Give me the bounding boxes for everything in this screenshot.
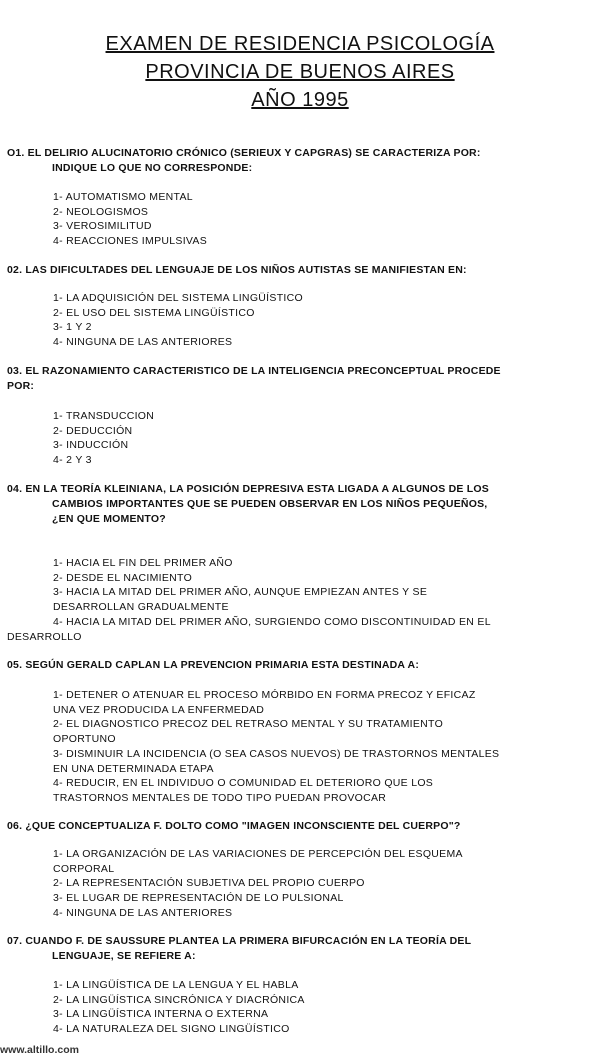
option: 2- DESDE EL NACIMIENTO — [53, 571, 193, 584]
option: 4- REDUCIR, EN EL INDIVIDUO O COMUNIDAD EL DETERIORO QUE LOS — [53, 777, 434, 790]
question-title-line: INDIQUE LO QUE NO CORRESPONDE: — [52, 162, 253, 174]
exam-province: PROVINCIA DE BUENOS AIRES — [145, 61, 455, 83]
question-5-title — [7, 658, 419, 673]
option: 4- REACCIONES IMPULSIVAS — [53, 235, 208, 248]
question-title-line: 04. EN LA TEORÍA KLEINIANA, LA POSICIÓN DEPRESIVA ESTA LIGADA A ALGUNOS DE LOS — [7, 483, 489, 495]
option: 4- NINGUNA DE LAS ANTERIORES — [53, 336, 233, 349]
option: 2- NEOLOGISMOS — [53, 205, 149, 218]
question-6-title — [7, 819, 461, 834]
option: 4- HACIA LA MITAD DEL PRIMER AÑO, SURGIENDO COMO DISCONTINUIDAD EN EL — [53, 615, 491, 628]
option: 2- EL DIAGNOSTICO PRECOZ DEL RETRASO MENTAL Y SU TRATAMIENTO — [53, 718, 444, 731]
question-7-title — [7, 934, 471, 964]
question-title-line: 06. ¿QUE CONCEPTUALIZA F. DOLTO COMO "IMAGEN INCONSCIENTE DEL CUERPO"? — [7, 820, 461, 832]
option: EN UNA DETERMINADA ETAPA — [53, 762, 214, 775]
question-7-options — [53, 978, 305, 1037]
option: 2- LA REPRESENTACIÓN SUBJETIVA DEL PROPIO CUERPO — [53, 877, 365, 890]
option: TRASTORNOS MENTALES DE TODO TIPO PUEDAN PROVOCAR — [53, 791, 387, 804]
option: DESARROLLO — [7, 630, 82, 643]
exam-year: AÑO 1995 — [251, 89, 349, 111]
option: 4- 2 Y 3 — [53, 454, 92, 467]
question-1-title — [7, 146, 481, 176]
question-2-options — [53, 291, 303, 350]
option: 4- NINGUNA DE LAS ANTERIORES — [53, 906, 233, 919]
option: 2- LA LINGÜÍSTICA SINCRÓNICA Y DIACRÓNICA — [53, 993, 305, 1006]
question-title-line: 07. CUANDO F. DE SAUSSURE PLANTEA LA PRIMERA BIFURCACIÓN EN LA TEORÍA DEL — [7, 935, 472, 947]
option: 3- DISMINUIR LA INCIDENCIA (O SEA CASOS NUEVOS) DE TRASTORNOS MENTALES — [53, 747, 500, 760]
option: 3- INDUCCIÓN — [53, 439, 129, 452]
option: UNA VEZ PRODUCIDA LA ENFERMEDAD — [53, 703, 265, 716]
question-3-options — [53, 409, 154, 468]
option: 3- HACIA LA MITAD DEL PRIMER AÑO, AUNQUE EMPIEZAN ANTES Y SE — [53, 586, 428, 599]
option: DESARROLLAN GRADUALMENTE — [53, 601, 229, 614]
exam-header — [0, 0, 600, 114]
option: 1- LA ORGANIZACIÓN DE LAS VARIACIONES DE PERCEPCIÓN DEL ESQUEMA — [53, 848, 463, 860]
option: 4- LA NATURALEZA DEL SIGNO LINGÜÍSTICO — [53, 1023, 290, 1036]
option: 1- HACIA EL FIN DEL PRIMER AÑO — [53, 557, 233, 569]
question-2-title — [7, 263, 467, 278]
option: 3- LA LINGÜÍSTICA INTERNA O EXTERNA — [53, 1008, 269, 1021]
option: 1- LA ADQUISICIÓN DEL SISTEMA LINGÜÍSTICO — [53, 292, 303, 304]
question-title-line: CAMBIOS IMPORTANTES QUE SE PUEDEN OBSERVAR EN LOS NIÑOS PEQUEÑOS, — [52, 498, 488, 510]
question-5-options — [53, 688, 499, 806]
question-6-options — [53, 847, 463, 921]
exam-title: EXAMEN DE RESIDENCIA PSICOLOGÍA — [105, 33, 495, 55]
option: 2- EL USO DEL SISTEMA LINGÜÍSTICO — [53, 306, 255, 319]
question-4-options — [7, 556, 491, 644]
watermark-url[interactable]: www.altillo.com — [0, 1044, 79, 1056]
option: 1- TRANSDUCCION — [53, 410, 155, 422]
question-title-line: ¿EN QUE MOMENTO? — [52, 513, 166, 525]
option: 2- DEDUCCIÓN — [53, 424, 133, 437]
option: 3- VEROSIMILITUD — [53, 220, 152, 233]
option: 1- AUTOMATISMO MENTAL — [53, 191, 193, 203]
question-title-line: 03. EL RAZONAMIENTO CARACTERISTICO DE LA INTELIGENCIA PRECONCEPTUAL PROCEDE — [7, 365, 501, 377]
question-title-line: 02. LAS DIFICULTADES DEL LENGUAJE DE LOS NIÑOS AUTISTAS SE MANIFIESTAN EN: — [7, 264, 467, 276]
question-1-options — [53, 190, 207, 249]
question-4-title — [7, 482, 489, 527]
option: 3- 1 Y 2 — [53, 321, 92, 334]
option: 1- LA LINGÜÍSTICA DE LA LENGUA Y EL HABLA — [53, 979, 299, 991]
question-title-line: 05. SEGÚN GERALD CAPLAN LA PREVENCION PRIMARIA ESTA DESTINADA A: — [7, 659, 420, 671]
option: 3- EL LUGAR DE REPRESENTACIÓN DE LO PULSIONAL — [53, 892, 344, 905]
question-3-title — [7, 364, 501, 394]
option: CORPORAL — [53, 862, 115, 875]
option: OPORTUNO — [53, 733, 116, 746]
question-title-line: O1. EL DELIRIO ALUCINATORIO CRÓNICO (SERIEUX Y CAPGRAS) SE CARACTERIZA POR: — [7, 147, 481, 159]
option: 1- DETENER O ATENUAR EL PROCESO MÓRBIDO EN FORMA PRECOZ Y EFICAZ — [53, 689, 476, 701]
question-title-line: POR: — [7, 380, 35, 392]
question-title-line: LENGUAJE, SE REFIERE A: — [52, 950, 196, 962]
